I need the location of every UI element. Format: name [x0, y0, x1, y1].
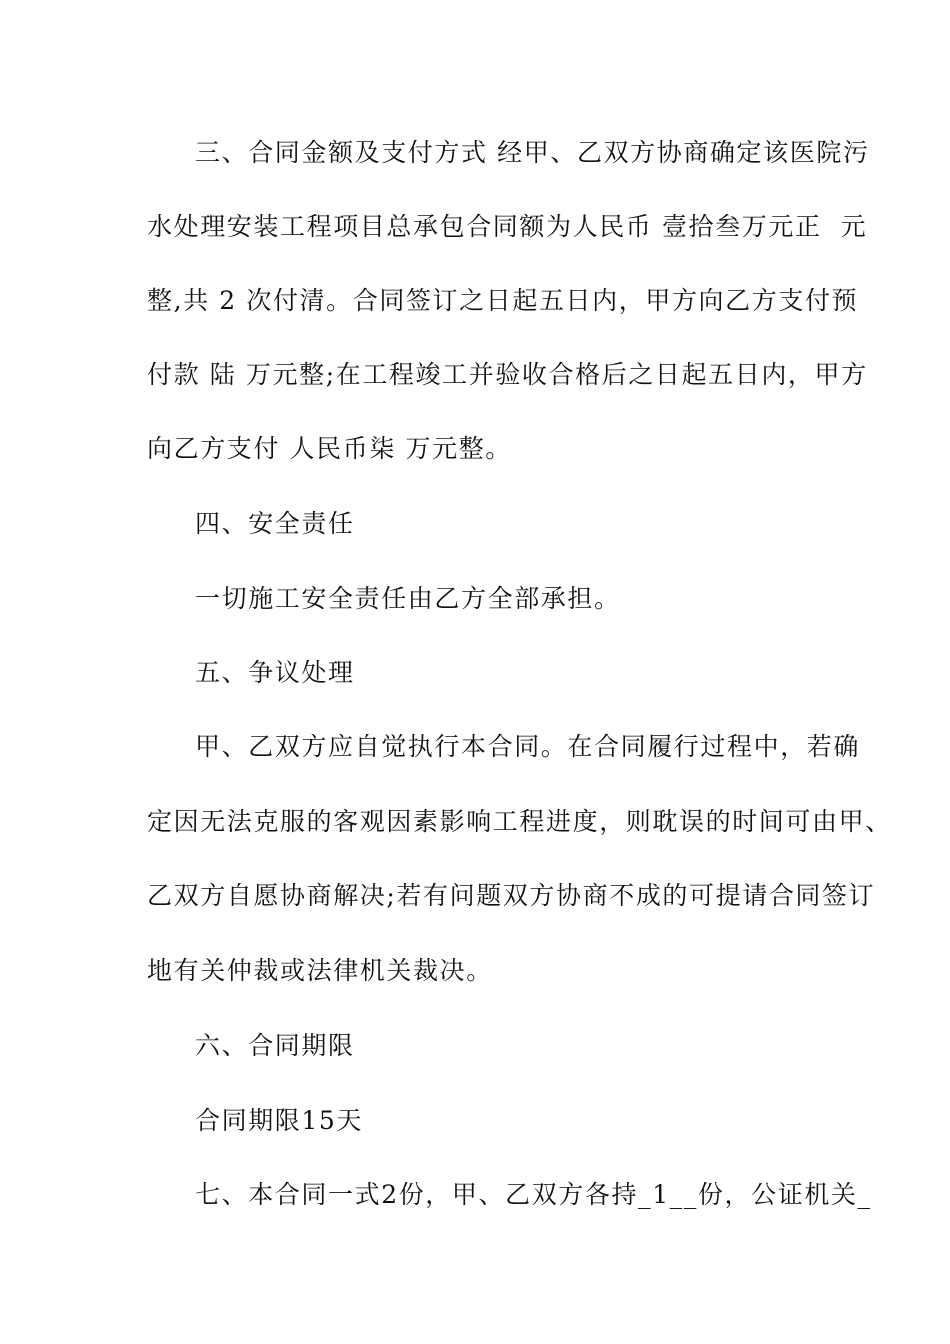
section-6-heading: 六、合同期限 [195, 1031, 355, 1060]
paragraph-line: 一切施工安全责任由乙方全部承担。 [195, 584, 621, 613]
paragraph-line: 合同期限15天 [195, 1106, 364, 1135]
paragraph-line: 乙双方自愿协商解决;若有问题双方协商不成的可提请合同签订 [147, 881, 876, 910]
section-3-heading-line: 三、合同金额及支付方式 经甲、乙双方协商确定该医院污 [195, 138, 870, 167]
paragraph-line: 整,共 2 次付清。合同签订之日起五日内，甲方向乙方支付预 [147, 286, 859, 315]
paragraph-line: 付款 陆 万元整;在工程竣工并验收合格后之日起五日内，甲方 [147, 360, 868, 389]
paragraph-line: 定因无法克服的客观因素影响工程进度，则耽误的时间可由甲、 [147, 807, 892, 836]
paragraph-line: 地有关仲裁或法律机关裁决。 [147, 956, 493, 985]
section-4-heading: 四、安全责任 [195, 509, 355, 538]
paragraph-line: 向乙方支付 人民币柒 万元整。 [147, 434, 512, 463]
paragraph-line: 水处理安装工程项目总承包合同额为人民币 壹拾叁万元正 元 [147, 212, 868, 241]
section-7-line: 七、本合同一式2份，甲、乙双方各持_1__份，公证机关_ [195, 1180, 872, 1209]
section-5-heading: 五、争议处理 [195, 658, 355, 687]
paragraph-line: 甲、乙双方应自觉执行本合同。在合同履行过程中，若确 [195, 732, 861, 761]
